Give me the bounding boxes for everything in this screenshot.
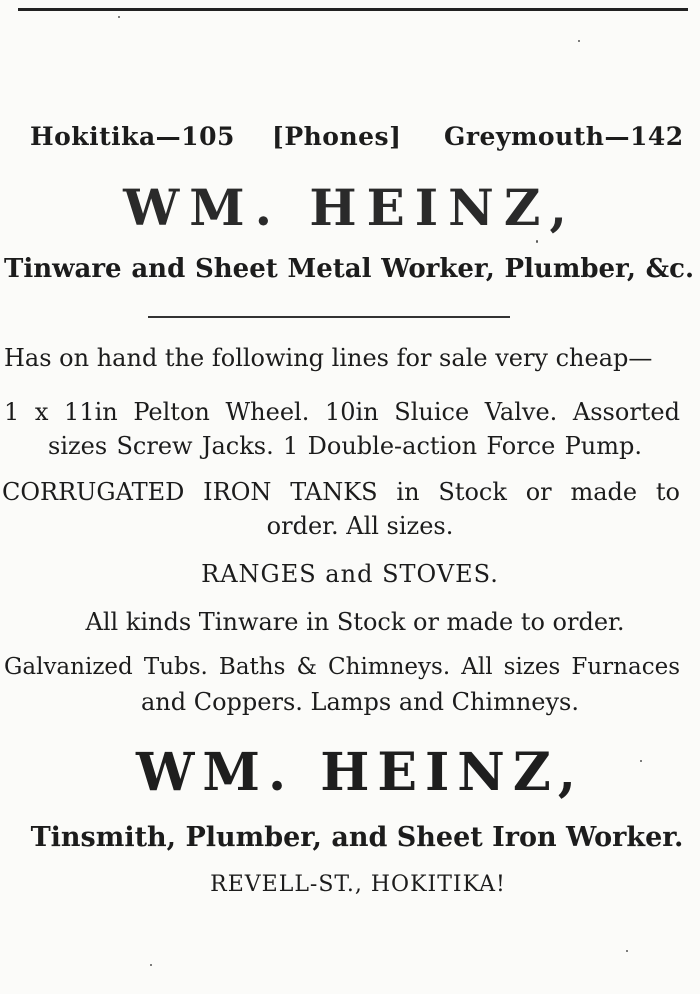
print-speck — [626, 950, 628, 952]
phone-greymouth: Greymouth—142 — [444, 122, 684, 151]
phone-hokitika: Hokitika—105 — [30, 122, 235, 151]
body-line-5: order. All sizes. — [266, 512, 454, 540]
print-speck — [118, 16, 120, 18]
print-speck — [536, 240, 538, 243]
business-address: REVELL-ST., HOKITIKA! — [210, 872, 506, 897]
body-line-9: and Coppers. Lamps and Chimneys. — [140, 688, 580, 716]
top-border-rule — [18, 8, 688, 11]
body-line-3: sizes Screw Jacks. 1 Double-action Force Pump. — [48, 432, 642, 460]
phones-line — [0, 122, 700, 162]
body-line-1: Has on hand the following lines for sale very cheap— — [4, 344, 653, 372]
closing-subtitle: Tinsmith, Plumber, and Sheet Iron Worker. — [30, 822, 684, 853]
body-line-7: All kinds Tinware in Stock or made to order. — [85, 608, 625, 636]
phones-label: [Phones] — [272, 122, 402, 151]
business-name-heading: WM. HEINZ, — [123, 178, 577, 237]
closing-business-name: WM. HEINZ, — [136, 742, 584, 803]
body-line-4: CORRUGATED IRON TANKS in Stock or made to — [2, 478, 680, 506]
print-speck — [640, 760, 642, 762]
print-speck — [578, 40, 580, 42]
business-subtitle: Tinware and Sheet Metal Worker, Plumber, &c. — [4, 254, 694, 284]
print-speck — [150, 964, 152, 966]
section-divider — [148, 316, 510, 318]
body-line-8: Galvanized Tubs. Baths & Chimneys. All sizes Furnaces — [4, 654, 680, 680]
body-line-6: RANGES and STOVES. — [201, 560, 499, 588]
body-line-2: 1 x 11in Pelton Wheel. 10in Sluice Valve. Assorted — [4, 398, 680, 426]
